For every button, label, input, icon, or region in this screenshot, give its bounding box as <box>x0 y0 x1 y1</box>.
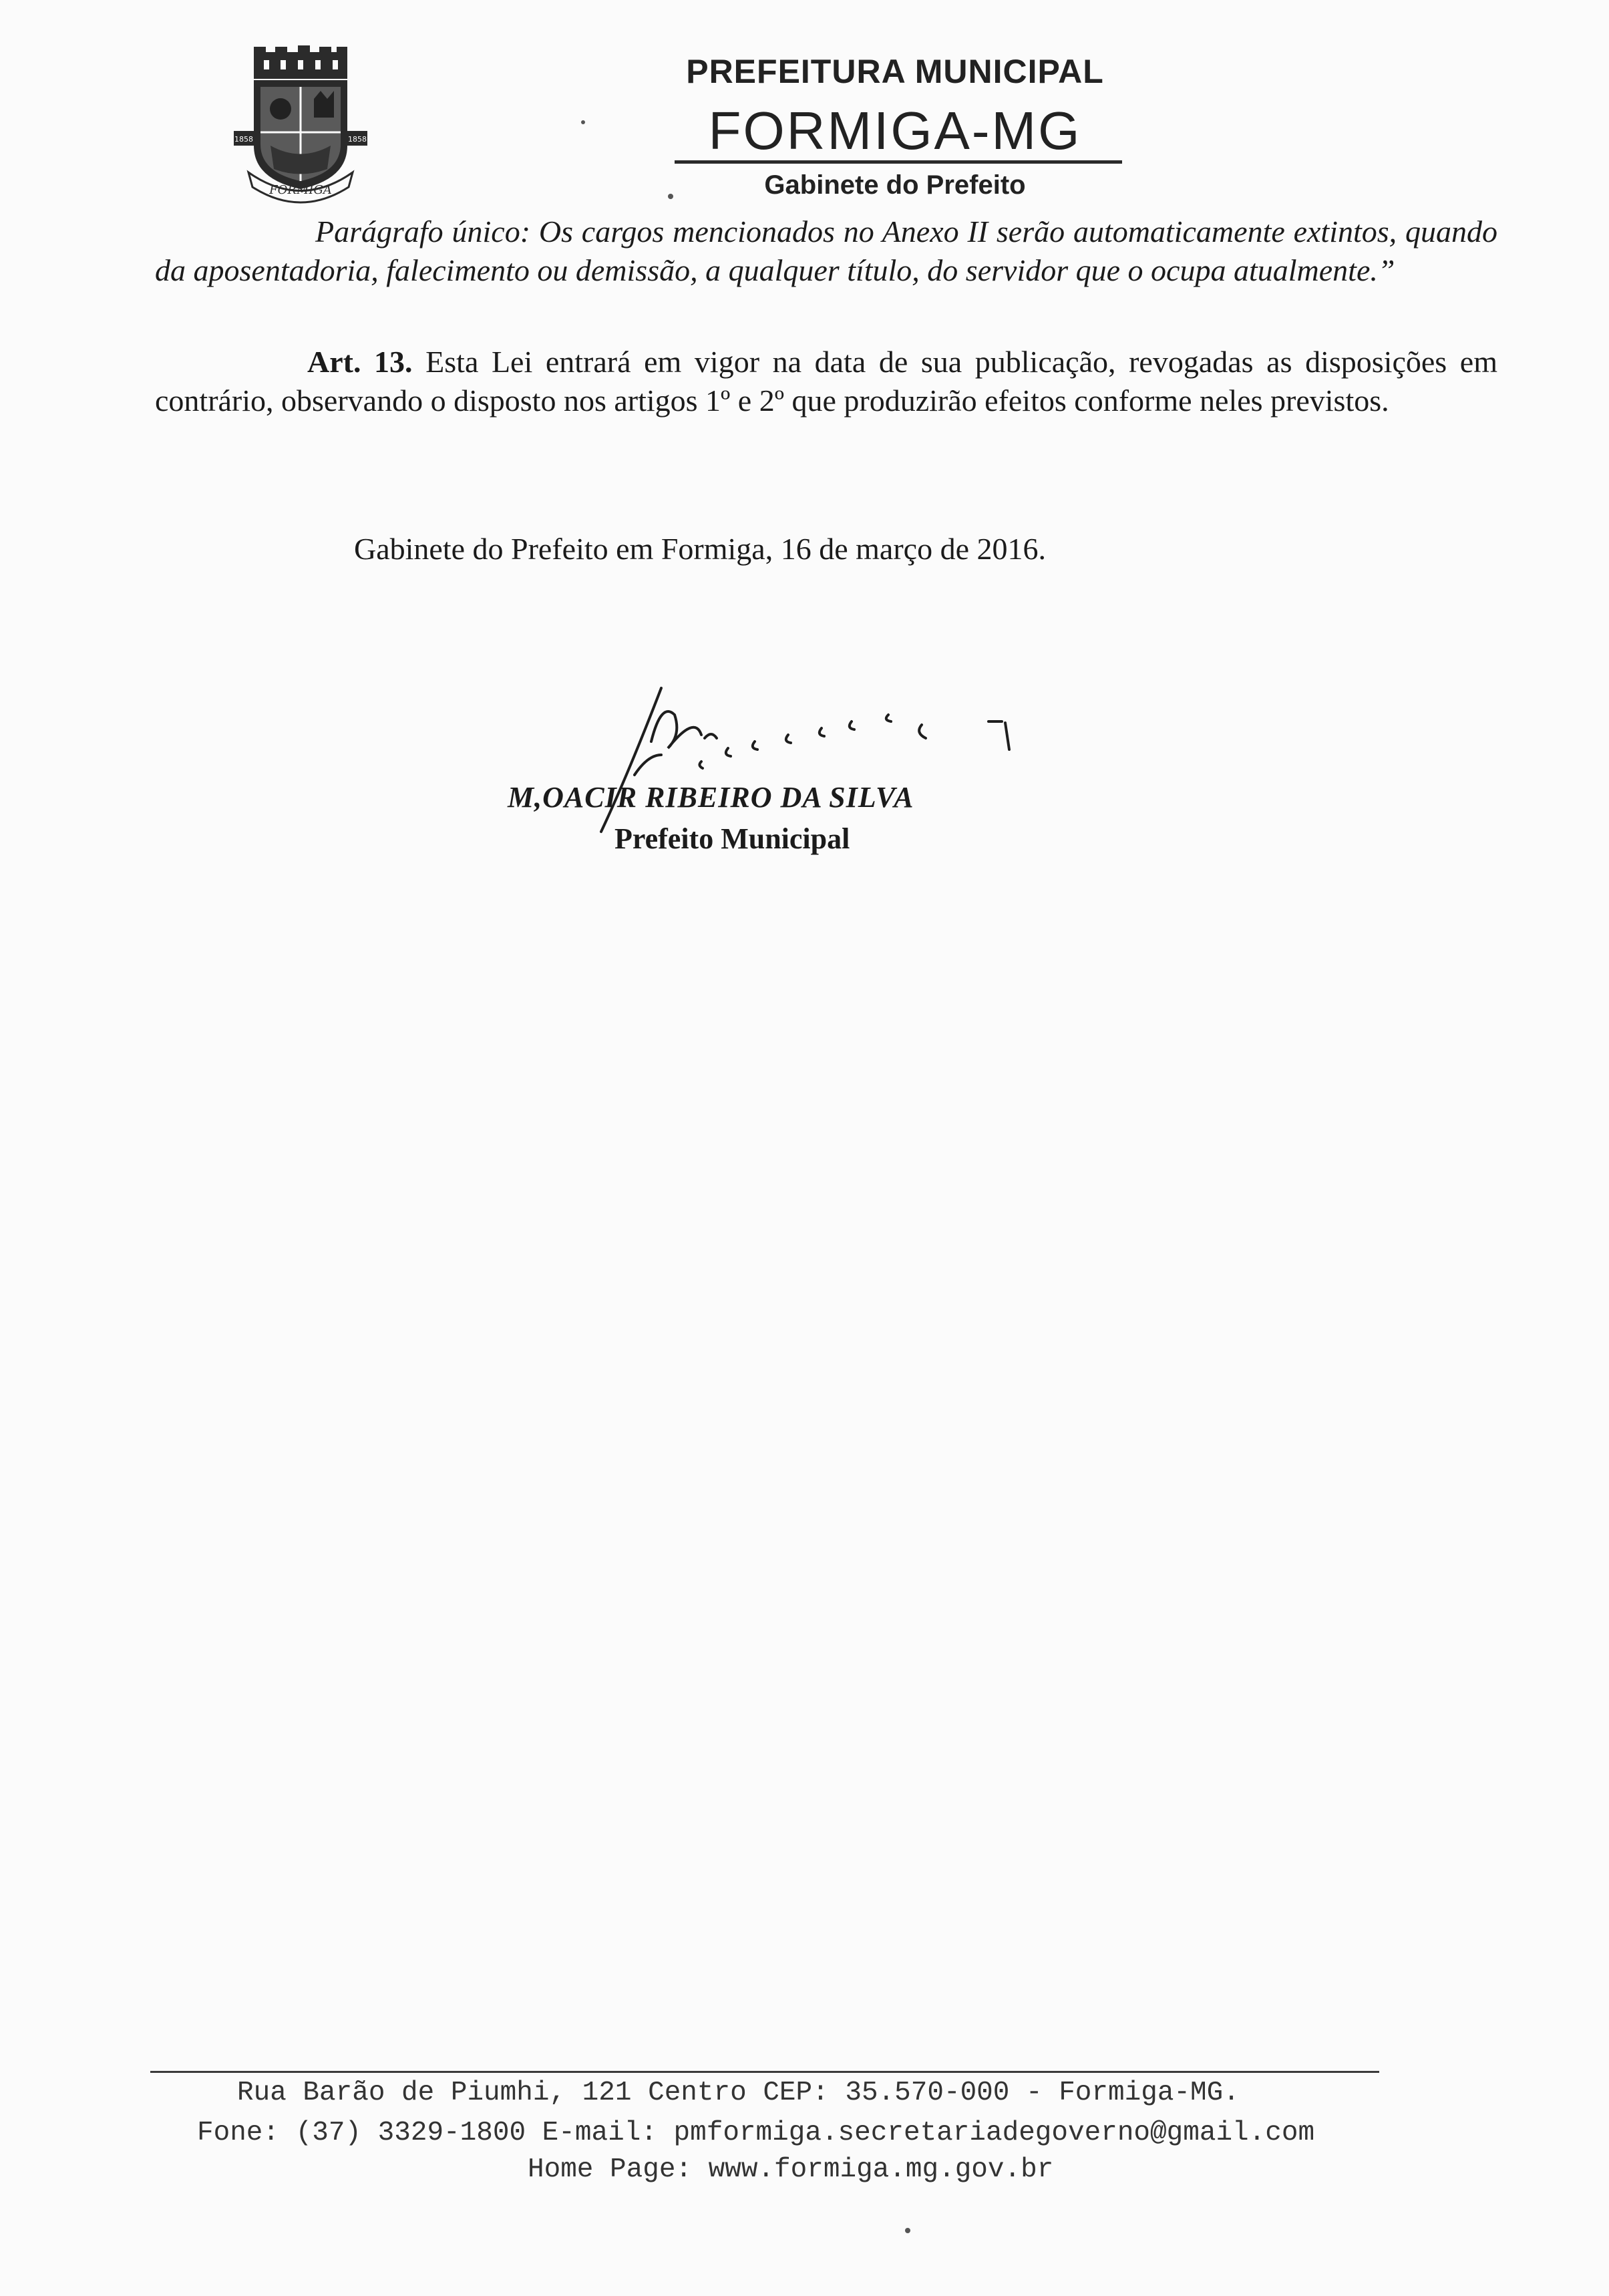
header-city: FORMIGA-MG <box>708 101 1082 160</box>
scan-speck <box>905 2228 910 2233</box>
header-divider <box>675 160 1122 164</box>
footer-contact: Fone: (37) 3329-1800 E-mail: pmformiga.secretariadegoverno@gmail.com <box>197 2118 1315 2148</box>
signatory-name: M,OACIR RIBEIRO DA SILVA <box>508 781 914 814</box>
dateline: Gabinete do Prefeito em Formiga, 16 de março de 2016. <box>354 532 1046 566</box>
header-office: Gabinete do Prefeito <box>764 170 1026 200</box>
svg-text:FORMIGA: FORMIGA <box>269 183 332 197</box>
footer-divider <box>150 2071 1379 2073</box>
footer-address: Rua Barão de Piumhi, 121 Centro CEP: 35.570-000 - Formiga-MG. <box>237 2078 1240 2108</box>
svg-text:1858: 1858 <box>234 135 253 144</box>
article-13 <box>155 343 1497 420</box>
article-label: Art. 13. <box>307 345 413 379</box>
footer-homepage: Home Page: www.formiga.mg.gov.br <box>528 2154 1054 2185</box>
signatory-role: Prefeito Municipal <box>614 822 850 855</box>
header-title: PREFEITURA MUNICIPAL <box>686 53 1104 90</box>
scan-speck <box>581 120 585 124</box>
coat-of-arms-icon <box>234 45 367 206</box>
scan-speck <box>668 194 673 199</box>
paragraph-unique: Parágrafo único: Os cargos mencionados no Anexo II serão automaticamente extintos, quando da aposentadoria, falecimento ou demissão, a qualquer título, do servidor que o ocupa atualmente.” <box>155 214 1497 287</box>
article-text: Esta Lei entrará em vigor na data de sua publicação, revogadas as disposições em contrário, observando o disposto nos artigos 1º e 2º que produzirão efeitos conforme neles previstos. <box>155 345 1497 418</box>
svg-text:1858: 1858 <box>348 135 367 144</box>
handwritten-signature <box>588 675 1069 842</box>
